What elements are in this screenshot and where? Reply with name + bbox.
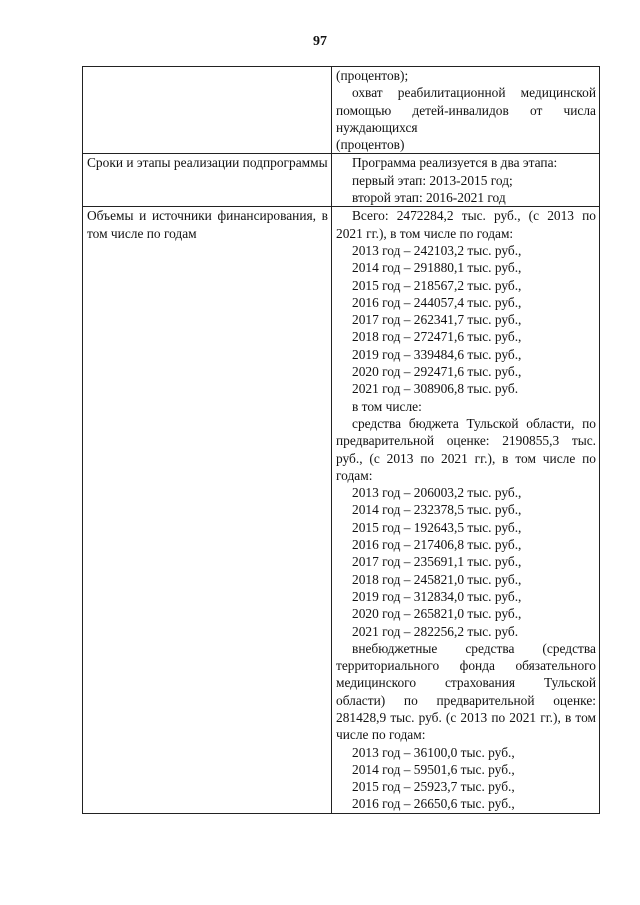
table-row (83, 154, 600, 207)
regional-funding: средства бюджета Тульской области, по предварительной оценке: 2190855,3 тыс. руб., (с 2013 по 2021 гг.), в том числе по годам: (336, 415, 596, 483)
year-line: 2013 год – 206003,2 тыс. руб., (352, 485, 522, 501)
stages-line: первый этап: 2013-2015 год; (352, 172, 513, 188)
row-content (332, 154, 600, 207)
year-line: 2020 год – 265821,0 тыс. руб., (352, 606, 522, 622)
label-text: Сроки и этапы реализации подпрограммы (87, 155, 328, 171)
stages-line: второй этап: 2016-2021 год (352, 190, 506, 206)
including-label: в том числе: (352, 398, 422, 414)
year-line: 2015 год – 192643,5 тыс. руб., (352, 519, 522, 535)
year-line: 2016 год – 26650,6 тыс. руб., (352, 796, 515, 812)
page-number: 97 (313, 34, 327, 49)
year-line: 2014 год – 59501,6 тыс. руб., (352, 761, 515, 777)
year-line: 2015 год – 25923,7 тыс. руб., (352, 779, 515, 795)
row-label (83, 154, 332, 207)
year-line: 2020 год – 292471,6 тыс. руб., (352, 364, 522, 380)
year-line: 2013 год – 242103,2 тыс. руб., (352, 242, 522, 258)
year-line: 2014 год – 232378,5 тыс. руб., (352, 502, 522, 518)
table-row (83, 67, 600, 154)
year-line: 2017 год – 235691,1 тыс. руб., (352, 554, 522, 570)
total-years-list (336, 242, 596, 398)
regional-years-list (336, 484, 596, 640)
year-line: 2014 год – 291880,1 тыс. руб., (352, 260, 522, 276)
year-line: 2013 год – 36100,0 тыс. руб., (352, 744, 515, 760)
row-label (83, 207, 332, 813)
row-content (332, 207, 600, 813)
row-content (332, 67, 600, 154)
total-funding: Всего: 2472284,2 тыс. руб., (с 2013 по 2021 гг.), в том числе по годам: (336, 208, 596, 241)
year-line: 2021 год – 282256,2 тыс. руб. (352, 623, 519, 639)
year-line: 2015 год – 218567,2 тыс. руб., (352, 277, 522, 293)
row-label (83, 67, 332, 154)
year-line: 2019 год – 312834,0 тыс. руб., (352, 588, 522, 604)
extrabudget-years-list (336, 744, 596, 813)
year-line: 2016 год – 244057,4 тыс. руб., (352, 294, 522, 310)
year-line: 2018 год – 245821,0 тыс. руб., (352, 571, 522, 587)
indicator-unit-line: (процентов) (336, 137, 405, 153)
year-line: 2019 год – 339484,6 тыс. руб., (352, 346, 522, 362)
extrabudget-funding: внебюджетные средства (средства территориального фонда обязательного медицинского страхования Тульской области) по предварительной оценке: 281428,9 тыс. руб. (с 2013 по 2021 гг.), в том числе по годам: (336, 640, 596, 743)
year-line: 2021 год – 308906,8 тыс. руб. (352, 381, 519, 397)
year-line: 2018 год – 272471,6 тыс. руб., (352, 329, 522, 345)
year-line: 2017 год – 262341,7 тыс. руб., (352, 312, 522, 328)
program-passport-table (82, 66, 600, 814)
table-row (83, 207, 600, 813)
indicator-unit-line: (процентов); (336, 68, 409, 83)
stages-line: Программа реализуется в два этапа: (352, 155, 558, 171)
indicator-text: охват реабилитационной медицинской помощью детей-инвалидов от числа нуждающихся (336, 85, 596, 135)
label-text: Объемы и источники финансирования, в том числе по годам (87, 208, 328, 241)
year-line: 2016 год – 217406,8 тыс. руб., (352, 537, 522, 553)
